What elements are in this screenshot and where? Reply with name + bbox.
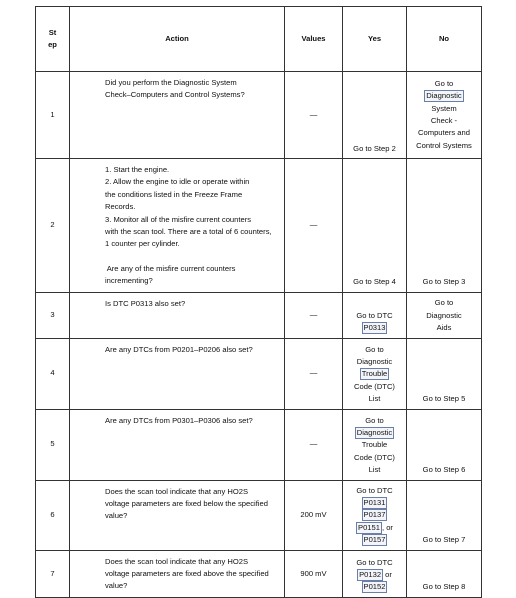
table-row: [36, 480, 482, 550]
action-cell: [70, 409, 285, 480]
action-cell: [70, 72, 285, 159]
yes-text: Diagnostic: [356, 357, 393, 367]
action-line: Is DTC P0313 also set?: [105, 298, 186, 308]
diagnostic-system-check-link[interactable]: Diagnostic: [426, 91, 462, 101]
values-cell: —: [285, 72, 343, 159]
header-action: Action: [70, 7, 285, 72]
yes-text: Code (DTC): [354, 452, 395, 462]
no-cell: [407, 338, 482, 409]
no-cell: [407, 159, 482, 293]
step-number: 2: [36, 159, 70, 293]
action-line: 3. Monitor all of the misfire current counters: [105, 214, 252, 224]
step-number: 3: [36, 292, 70, 338]
separator-text: , or: [381, 522, 393, 532]
step-number: 5: [36, 409, 70, 480]
table-row: [36, 292, 482, 338]
action-line: Did you perform the Diagnostic System: [105, 78, 237, 87]
no-cell: [407, 292, 482, 338]
no-text: Go to: [434, 298, 454, 308]
yes-text: Go to: [365, 415, 384, 425]
values-cell: —: [285, 292, 343, 338]
action-line: Does the scan tool indicate that any HO2S: [105, 486, 249, 496]
dtc-p0132-link[interactable]: P0132: [359, 570, 382, 580]
dtc-list-link[interactable]: Diagnostic: [356, 428, 393, 438]
action-question: Are any of the misfire current counters: [105, 263, 236, 273]
table-row: [36, 409, 482, 480]
yes-cell: [343, 72, 407, 159]
action-cell: [70, 550, 285, 597]
yes-text: Go to: [365, 344, 384, 354]
no-text: Computers and: [418, 128, 470, 138]
no-text: Go to Step 6: [422, 465, 466, 475]
yes-text: Go to DTC: [356, 557, 393, 567]
separator-text: or: [383, 570, 392, 580]
values-cell: 900 mV: [285, 550, 343, 597]
action-line: value?: [105, 581, 128, 591]
no-cell: [407, 409, 482, 480]
action-cell: [70, 159, 285, 293]
header-row: [36, 7, 482, 72]
no-text: Go to Step 8: [422, 582, 466, 592]
values-cell: 200 mV: [285, 480, 343, 550]
diagnostic-table: [35, 6, 482, 598]
no-text: Go to Step 3: [422, 277, 466, 287]
step-number: 7: [36, 550, 70, 597]
yes-text: Go to Step 4: [353, 277, 396, 287]
action-line: Are any DTCs from P0301–P0306 also set?: [105, 415, 253, 425]
table-row: [36, 550, 482, 597]
action-line: Records.: [105, 202, 136, 212]
action-line: Are any DTCs from P0201–P0206 also set?: [105, 344, 253, 354]
step-number: 1: [36, 72, 70, 159]
header-yes: Yes: [343, 7, 407, 72]
action-line: 1 counter per cylinder.: [105, 239, 180, 249]
no-text: Diagnostic: [426, 310, 462, 320]
action-line: value?: [105, 511, 128, 521]
yes-cell: [343, 338, 407, 409]
dtc-p0131-link[interactable]: P0131: [363, 498, 386, 508]
yes-cell: [343, 159, 407, 293]
table-row: [36, 72, 482, 159]
dtc-p0157-link[interactable]: P0157: [363, 535, 386, 545]
values-cell: —: [285, 338, 343, 409]
yes-cell: [343, 409, 407, 480]
header-step-line1: St: [48, 27, 57, 37]
action-line: voltage parameters are fixed above the specified: [105, 569, 269, 579]
action-line: Check–Computers and Control Systems?: [105, 90, 245, 100]
dtc-p0137-link[interactable]: P0137: [363, 510, 386, 520]
action-cell: [70, 338, 285, 409]
values-cell: —: [285, 409, 343, 480]
table-row: [36, 159, 482, 293]
action-line: 2. Allow the engine to idle or operate within: [105, 177, 250, 187]
no-text: System: [431, 103, 457, 113]
values-cell: —: [285, 159, 343, 293]
action-line: the conditions listed in the Freeze Frame: [105, 189, 243, 199]
yes-text: Go to DTC: [356, 485, 393, 495]
dtc-list-link[interactable]: Trouble: [361, 369, 388, 379]
step-number: 4: [36, 338, 70, 409]
action-question: incrementing?: [105, 276, 153, 286]
action-line: with the scan tool. There are a total of 6 counters,: [105, 227, 272, 237]
header-step-line2: ep: [48, 40, 57, 49]
action-line: 1. Start the engine.: [105, 165, 170, 174]
no-text: Go to Step 7: [422, 535, 466, 545]
no-cell: [407, 480, 482, 550]
step-number: 6: [36, 480, 70, 550]
no-text: Go to: [434, 78, 454, 88]
no-cell: [407, 550, 482, 597]
action-line: Does the scan tool indicate that any HO2S: [105, 556, 249, 566]
yes-cell: [343, 292, 407, 338]
yes-text: Trouble: [361, 440, 388, 450]
action-cell: [70, 480, 285, 550]
dtc-p0313-link[interactable]: P0313: [363, 323, 386, 333]
header-step: [36, 7, 70, 72]
yes-text: Go to Step 2: [353, 143, 396, 153]
no-text: Check -: [430, 116, 458, 125]
table-row: [36, 338, 482, 409]
yes-cell: [343, 550, 407, 597]
header-no: No: [407, 7, 482, 72]
no-cell: [407, 72, 482, 159]
spacer: [105, 251, 278, 263]
action-line: voltage parameters are fixed below the specified: [105, 499, 268, 509]
header-values: Values: [285, 7, 343, 72]
yes-text: List: [368, 394, 381, 404]
dtc-p0151-link[interactable]: P0151: [358, 522, 380, 532]
yes-text: Go to DTC: [356, 310, 393, 320]
dtc-p0152-link[interactable]: P0152: [363, 582, 386, 592]
yes-cell: [343, 480, 407, 550]
yes-text: List: [368, 465, 381, 475]
no-text: Control Systems: [416, 140, 472, 150]
no-text: Aids: [436, 323, 452, 333]
yes-text: Code (DTC): [354, 381, 395, 391]
no-text: Go to Step 5: [422, 394, 466, 404]
action-cell: [70, 292, 285, 338]
